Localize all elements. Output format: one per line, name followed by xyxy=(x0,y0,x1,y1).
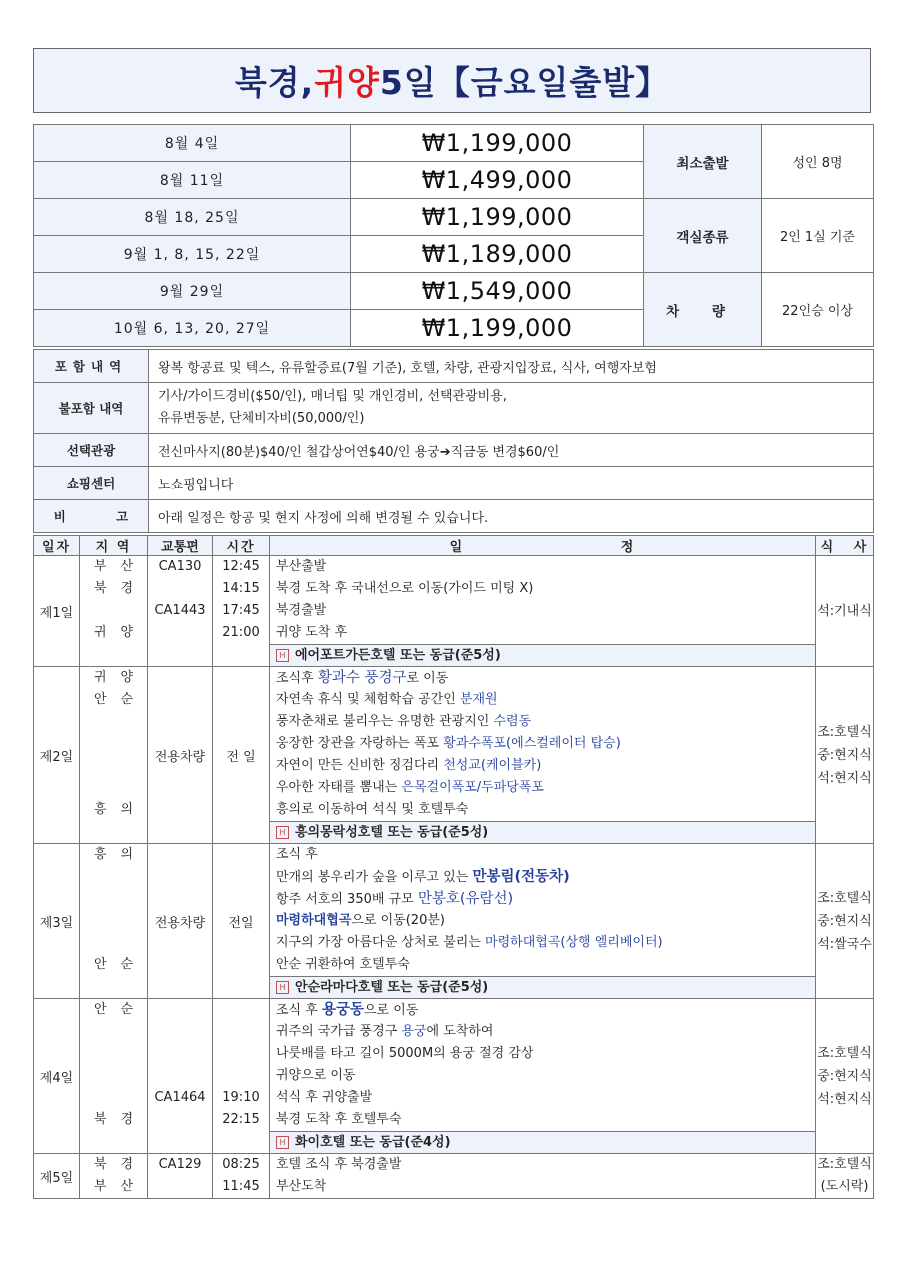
region-cell xyxy=(80,1154,148,1199)
region-name xyxy=(80,777,147,799)
hotel-info xyxy=(270,1131,816,1153)
transport-cell xyxy=(148,556,213,667)
schedule-cell xyxy=(270,844,816,999)
region-name xyxy=(80,1065,147,1087)
flight-number xyxy=(148,1065,212,1087)
flight-number xyxy=(148,622,212,644)
min-departure-label: 최소출발 xyxy=(644,125,762,199)
region-name: 안순 xyxy=(94,1002,148,1017)
include-text: 왕복 항공료 및 텍스, 유류할증료(7월 기준), 호텔, 차량, 관광지입장료, 식사, 여행자보험 xyxy=(149,350,874,383)
region-name xyxy=(80,1021,147,1043)
region-cell xyxy=(80,556,148,667)
departure-date: 10월 6, 13, 20, 27일 xyxy=(34,310,351,347)
region-name: 북경 xyxy=(94,581,148,596)
time-value xyxy=(213,999,269,1021)
region-name: 흥의 xyxy=(94,847,148,862)
time-cell: 전일 xyxy=(213,844,270,999)
departure-date: 8월 4일 xyxy=(34,125,351,162)
schedule-line: 웅장한 장관을 자랑하는 폭포 황과수폭포(에스컬레이터 탑승) xyxy=(276,736,621,751)
region-name xyxy=(80,733,147,755)
schedule-header xyxy=(34,536,874,556)
hotel-name: 흥의몽락성호텔 또는 동급(준5성) xyxy=(295,825,489,840)
schedule-line: 부산출발 xyxy=(276,559,327,574)
schedule-line: 흥의로 이동하여 석식 및 호텔투숙 xyxy=(276,802,469,817)
shop-text: 노쇼핑입니다 xyxy=(149,467,874,500)
day-label: 제2일 xyxy=(34,667,80,844)
region-name: 안순 xyxy=(94,692,148,707)
flight-number xyxy=(148,578,212,600)
meal-item: 중:현지식 xyxy=(817,913,872,929)
schedule-line: 조식후 황과수 풍경구로 이동 xyxy=(276,670,449,686)
schedule-line: 북경출발 xyxy=(276,603,327,618)
region-name xyxy=(80,932,147,954)
schedule-line: 자연이 만든 신비한 징검다리 천성교(케이블카) xyxy=(276,758,542,773)
header-schedule: 일 정 xyxy=(270,536,816,556)
meal-item: 석:기내식 xyxy=(817,603,872,619)
flight-number xyxy=(148,1043,212,1065)
exclude-label: 불포함 내역 xyxy=(34,383,149,434)
time-value: 19:10 xyxy=(222,1090,260,1105)
header-time: 시간 xyxy=(213,536,270,556)
tour-price: ₩1,549,000 xyxy=(351,273,644,310)
exclude-text-line2: 유류변동분, 단체비자비(50,000/인) xyxy=(158,411,365,426)
meal-item: 조:호텔식 xyxy=(817,890,872,906)
info-table xyxy=(33,349,874,533)
meal-item: 조:호텔식 xyxy=(817,1157,872,1172)
schedule-line: 귀양 도착 후 xyxy=(276,625,348,640)
region-name: 북경 xyxy=(94,1112,148,1127)
meal-item: (도시락) xyxy=(820,1179,869,1194)
min-departure-value: 성인 8명 xyxy=(762,125,874,199)
schedule-cell xyxy=(270,556,816,667)
note-label: 비 고 xyxy=(34,500,149,533)
schedule-line: 조식 후 xyxy=(276,847,318,862)
tour-price: ₩1,199,000 xyxy=(351,199,644,236)
flight-number: CA129 xyxy=(158,1157,202,1172)
transport-cell: 전용차량 xyxy=(148,667,213,844)
schedule-line: 풍자춘채로 불리우는 유명한 관광지인 수렴동 xyxy=(276,714,532,729)
region-name: 안순 xyxy=(94,957,148,972)
departure-date: 9월 29일 xyxy=(34,273,351,310)
flight-number: CA1464 xyxy=(154,1090,206,1105)
region-cell xyxy=(80,844,148,999)
meal-item: 석:쌀국수 xyxy=(817,936,872,952)
region-name xyxy=(80,910,147,932)
region-name: 흥의 xyxy=(94,802,148,817)
flight-number xyxy=(148,1021,212,1043)
time-cell: 전 일 xyxy=(213,667,270,844)
meal-item: 중:현지식 xyxy=(817,747,872,763)
time-value: 21:00 xyxy=(222,625,260,640)
room-type-label: 객실종류 xyxy=(644,199,762,273)
option-label: 선택관광 xyxy=(34,434,149,467)
time-value: 14:15 xyxy=(222,581,260,596)
option-text: 전신마사지(80분)$40/인 철갑상어연$40/인 용궁➔직금동 변경$60/인 xyxy=(149,434,874,467)
hotel-info xyxy=(270,644,816,666)
region-name xyxy=(80,600,147,622)
hotel-icon: H xyxy=(276,1136,289,1149)
schedule-line: 귀양으로 이동 xyxy=(276,1068,356,1083)
note-text: 아래 일정은 항공 및 현지 사정에 의해 변경될 수 있습니다. xyxy=(149,500,874,533)
schedule-line: 우아한 자태를 뽐내는 은목걸이폭포/두파당폭포 xyxy=(276,780,544,795)
page-title xyxy=(33,48,871,113)
hotel-name: 에어포트가든호텔 또는 동급(준5성) xyxy=(295,648,501,663)
flight-number xyxy=(148,1176,212,1198)
title-part3: 5일【금요일출발】 xyxy=(379,63,670,102)
region-name xyxy=(80,866,147,888)
region-name: 북경 xyxy=(94,1157,148,1172)
meal-item: 조:호텔식 xyxy=(817,1045,872,1061)
time-value xyxy=(213,1043,269,1065)
schedule-line: 석식 후 귀양출발 xyxy=(276,1090,373,1105)
schedule-line: 안순 귀환하여 호텔투숙 xyxy=(276,957,410,972)
schedule-line: 만개의 봉우리가 숲을 이루고 있는 만봉림(전동차) xyxy=(276,869,570,885)
time-value: 12:45 xyxy=(222,559,260,574)
day-row xyxy=(34,667,874,844)
schedule-line: 마령하대협곡으로 이동(20분) xyxy=(276,913,445,928)
schedule-line: 나룻배를 타고 길이 5000M의 용궁 절경 감상 xyxy=(276,1046,534,1061)
departure-date: 8월 11일 xyxy=(34,162,351,199)
tour-price: ₩1,199,000 xyxy=(351,310,644,347)
include-label: 포함내역 xyxy=(34,350,149,383)
flight-number xyxy=(148,999,212,1021)
day-row xyxy=(34,556,874,667)
schedule-cell xyxy=(270,1154,816,1199)
title-part2: 귀양 xyxy=(314,63,380,102)
meal-item: 석:현지식 xyxy=(817,770,872,786)
tour-price: ₩1,199,000 xyxy=(351,125,644,162)
region-name xyxy=(80,1043,147,1065)
schedule-line: 귀주의 국가급 풍경구 용궁에 도착하여 xyxy=(276,1024,494,1039)
day-row xyxy=(34,844,874,999)
header-region: 지 역 xyxy=(80,536,148,556)
tour-price: ₩1,499,000 xyxy=(351,162,644,199)
include-row xyxy=(34,350,874,383)
region-cell xyxy=(80,999,148,1154)
departure-date: 9월 1, 8, 15, 22일 xyxy=(34,236,351,273)
vehicle-label: 차 량 xyxy=(644,273,762,347)
day-row xyxy=(34,999,874,1154)
time-cell xyxy=(213,556,270,667)
hotel-icon: H xyxy=(276,826,289,839)
vehicle-value: 22인승 이상 xyxy=(762,273,874,347)
price-row xyxy=(34,199,874,236)
transport-cell xyxy=(148,1154,213,1199)
time-value: 11:45 xyxy=(222,1179,260,1194)
region-name: 귀양 xyxy=(94,625,148,640)
transport-cell xyxy=(148,999,213,1154)
header-transport: 교통편 xyxy=(148,536,213,556)
meal-cell xyxy=(816,556,874,667)
schedule-line: 부산도착 xyxy=(276,1179,327,1194)
time-value: 22:15 xyxy=(222,1112,260,1127)
transport-cell: 전용차량 xyxy=(148,844,213,999)
header-day: 일자 xyxy=(34,536,80,556)
schedule-line: 지구의 가장 아름다운 상처로 불리는 마령하대협곡(상행 엘리베이터) xyxy=(276,935,663,950)
time-cell xyxy=(213,999,270,1154)
price-row xyxy=(34,273,874,310)
meal-cell xyxy=(816,844,874,999)
exclude-row xyxy=(34,383,874,434)
day-label: 제5일 xyxy=(34,1154,80,1199)
region-name xyxy=(80,1087,147,1109)
price-row xyxy=(34,125,874,162)
departure-date: 8월 18, 25일 xyxy=(34,199,351,236)
time-value: 17:45 xyxy=(222,603,260,618)
flight-number: CA1443 xyxy=(154,603,206,618)
region-name xyxy=(80,755,147,777)
region-name: 부산 xyxy=(94,559,148,574)
shop-row xyxy=(34,467,874,500)
day-label: 제3일 xyxy=(34,844,80,999)
price-table xyxy=(33,124,874,347)
time-value: 08:25 xyxy=(222,1157,260,1172)
schedule-line: 자연속 휴식 및 체험학습 공간인 분재원 xyxy=(276,692,498,707)
option-row xyxy=(34,434,874,467)
schedule-line: 항주 서호의 350배 규모 만봉호(유람선) xyxy=(276,891,514,907)
schedule-cell xyxy=(270,667,816,844)
header-meal: 식 사 xyxy=(816,536,874,556)
schedule-cell xyxy=(270,999,816,1154)
title-part1: 북경, xyxy=(234,63,315,102)
time-value xyxy=(213,1065,269,1087)
shop-label: 쇼핑센터 xyxy=(34,467,149,500)
schedule-line: 조식 후 용궁동으로 이동 xyxy=(276,1002,419,1018)
note-row xyxy=(34,500,874,533)
schedule-line: 호텔 조식 후 북경출발 xyxy=(276,1157,402,1172)
hotel-icon: H xyxy=(276,981,289,994)
region-name: 귀양 xyxy=(94,670,148,685)
time-cell xyxy=(213,1154,270,1199)
day-row xyxy=(34,1154,874,1199)
region-name: 부산 xyxy=(94,1179,148,1194)
schedule-line: 북경 도착 후 호텔투숙 xyxy=(276,1112,402,1127)
hotel-info xyxy=(270,821,816,843)
schedule-line: 북경 도착 후 국내선으로 이동(가이드 미팅 X) xyxy=(276,581,534,596)
meal-item: 중:현지식 xyxy=(817,1068,872,1084)
region-cell xyxy=(80,667,148,844)
region-name xyxy=(80,711,147,733)
room-type-value: 2인 1실 기준 xyxy=(762,199,874,273)
flight-number xyxy=(148,1109,212,1131)
flight-number: CA130 xyxy=(158,559,202,574)
hotel-info xyxy=(270,976,816,998)
meal-cell xyxy=(816,999,874,1154)
tour-price: ₩1,189,000 xyxy=(351,236,644,273)
hotel-name: 안순라마다호텔 또는 동급(준5성) xyxy=(295,980,489,995)
meal-item: 석:현지식 xyxy=(817,1091,872,1107)
schedule-table xyxy=(33,535,874,1199)
meal-cell xyxy=(816,667,874,844)
meal-cell xyxy=(816,1154,874,1199)
hotel-icon: H xyxy=(276,649,289,662)
meal-item: 조:호텔식 xyxy=(817,724,872,740)
region-name xyxy=(80,888,147,910)
exclude-text-line1: 기사/가이드경비($50/인), 매너팁 및 개인경비, 선택관광비용, xyxy=(158,389,507,404)
day-label: 제1일 xyxy=(34,556,80,667)
day-label: 제4일 xyxy=(34,999,80,1154)
time-value xyxy=(213,1021,269,1043)
hotel-name: 화이호텔 또는 동급(준4성) xyxy=(295,1135,451,1150)
